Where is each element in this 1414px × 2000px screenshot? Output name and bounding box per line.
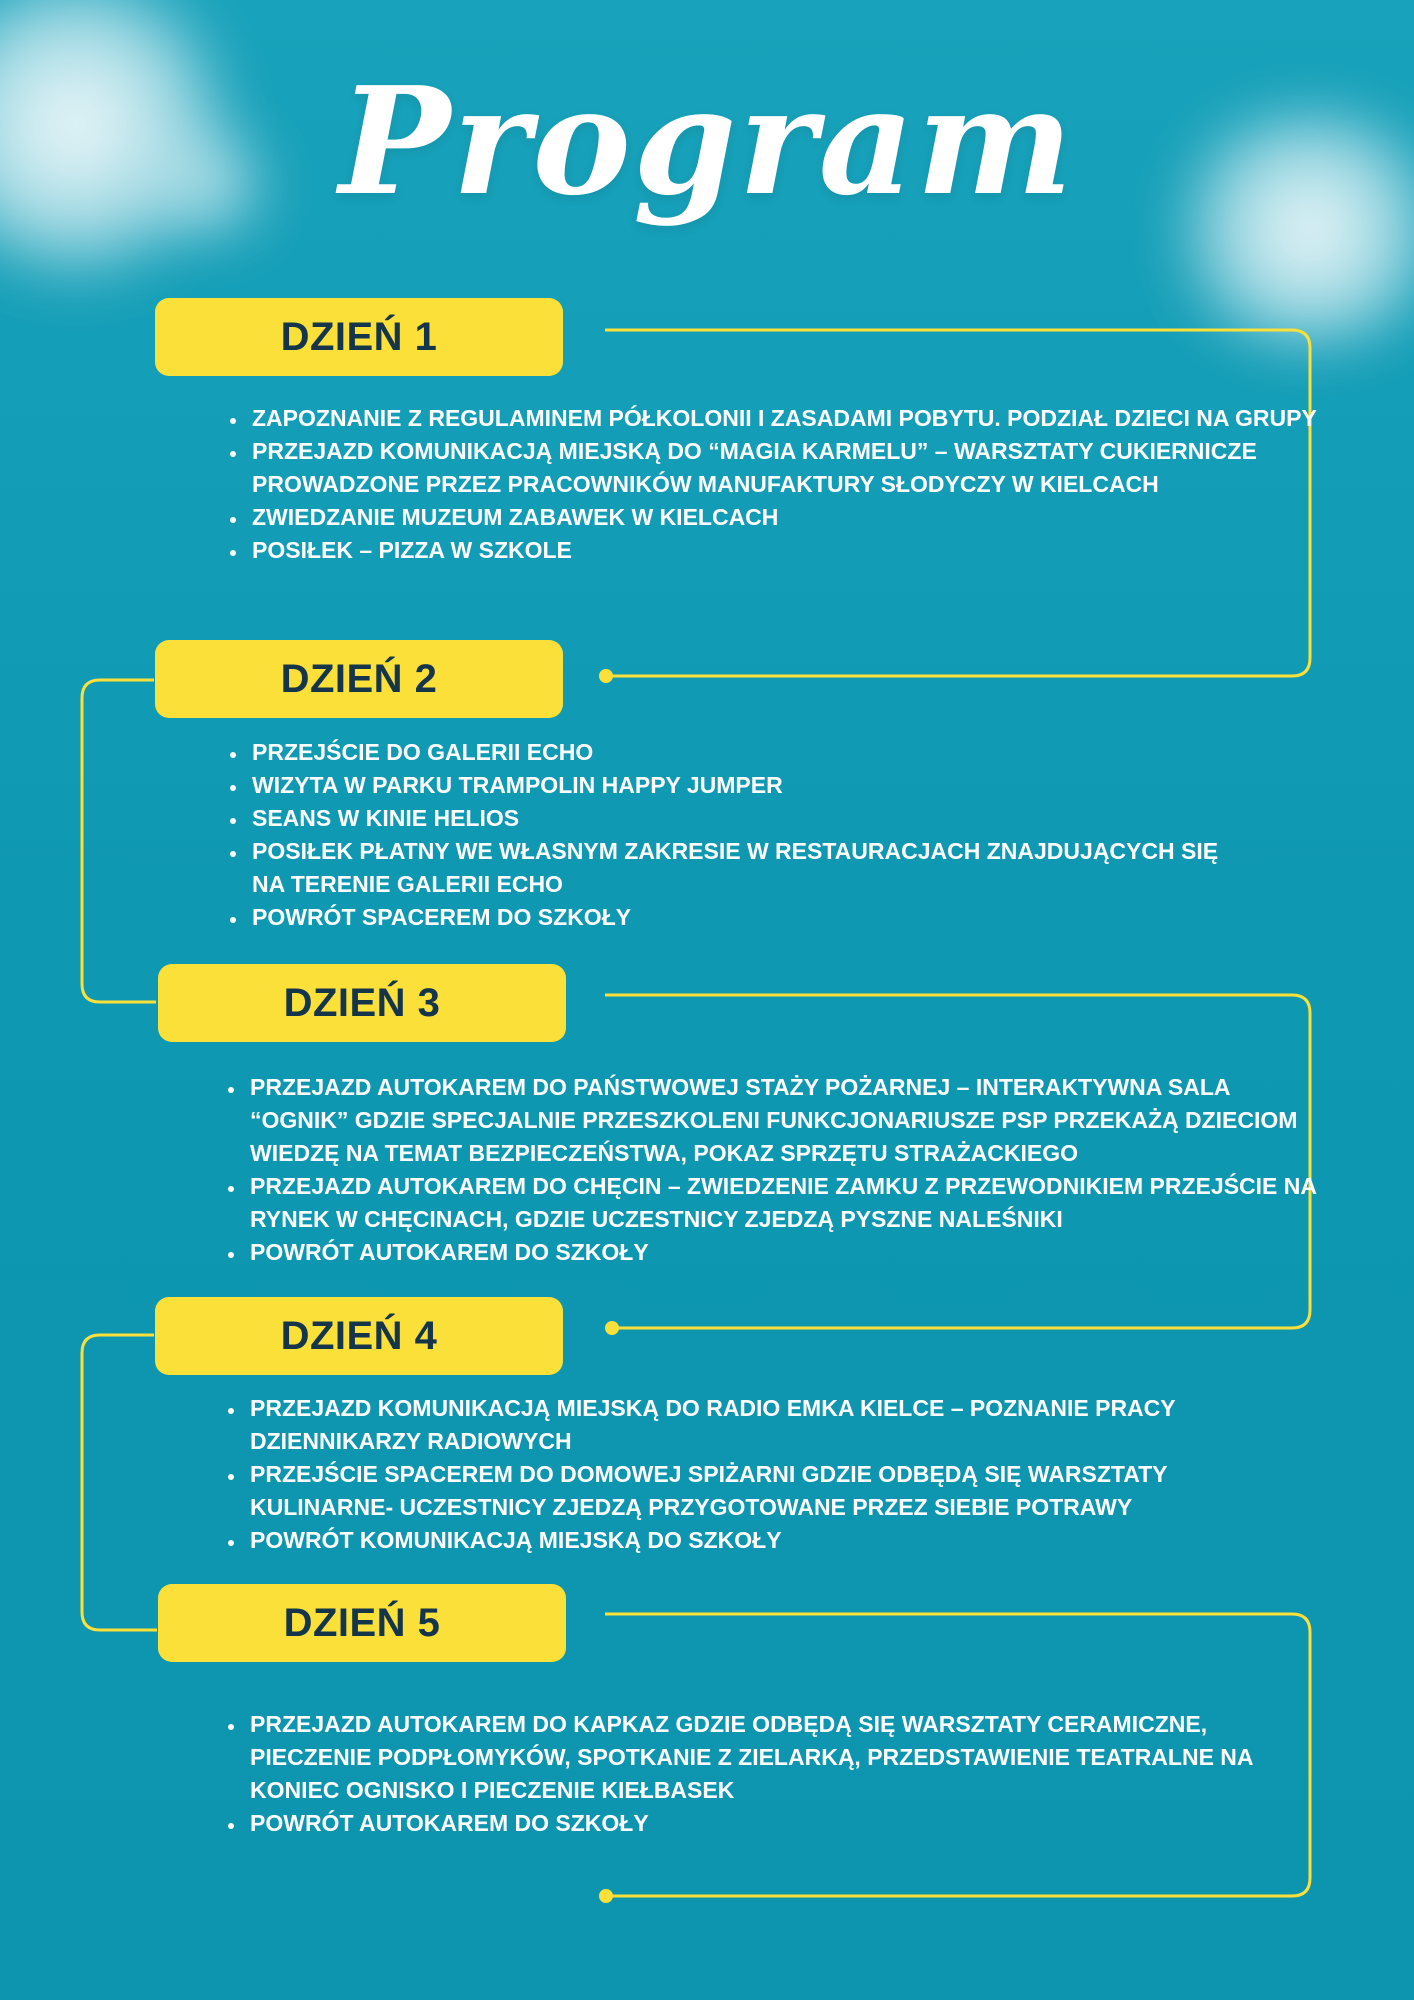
day-1-badge [155,298,563,376]
day-2-label: DZIEŃ 2 [280,656,438,701]
day-4-list [218,1392,1246,1557]
list-item: • PRZEJAZD AUTOKAREM DO PAŃSTWOWEJ STAŻY POŻARNEJ – INTERAKTYWNA SALA “OGNIK” GDZIE SPECJALNIE PRZESZKOLENI FUNKCJONARIUSZE PSP PRZEKAŻĄ DZIECIOM WIEDZĘ NA TEMAT BEZPIECZEŃSTWA, POKAZ SPRZĘTU STRAŻACKIEGO [246,1071,1326,1170]
list-item: • SEANS W KINIE HELIOS [248,802,1248,835]
list-item: • PRZEJAZD KOMUNIKACJĄ MIEJSKĄ DO “MAGIA KARMELU” – WARSZTATY CUKIERNICZE PROWADZONE PRZEZ PRACOWNIKÓW MANUFAKTURY SŁODYCZY W KIELCACH [248,435,1328,501]
list-item: • PRZEJAZD AUTOKAREM DO KAPKAZ GDZIE ODBĘDĄ SIĘ WARSZTATY CERAMICZNE, PIECZENIE PODPŁOMYKÓW, SPOTKANIE Z ZIELARKĄ, PRZEDSTAWIENIE TEATRALNE NA KONIEC OGNISKO I PIECZENIE KIEŁBASEK [246,1708,1306,1807]
day-1-label: DZIEŃ 1 [280,314,438,359]
day-4-label: DZIEŃ 4 [280,1313,438,1358]
day-3-label: DZIEŃ 3 [283,980,441,1025]
day-5-list [218,1708,1306,1840]
list-item: • WIZYTA W PARKU TRAMPOLIN HAPPY JUMPER [248,769,1248,802]
list-item: • POWRÓT SPACEREM DO SZKOŁY [248,901,1248,934]
day-3-badge [158,964,566,1042]
list-item: • ZWIEDZANIE MUZEUM ZABAWEK W KIELCACH [248,501,1328,534]
list-item: • POSIŁEK PŁATNY WE WŁASNYM ZAKRESIE W RESTAURACJACH ZNAJDUJĄCYCH SIĘ NA TERENIE GALERII ECHO [248,835,1248,901]
day-2-list [220,736,1248,934]
list-item: • POWRÓT KOMUNIKACJĄ MIEJSKĄ DO SZKOŁY [246,1524,1246,1557]
day-2-badge [155,640,563,718]
list-item: • ZAPOZNANIE Z REGULAMINEM PÓŁKOLONII I ZASADAMI POBYTU. PODZIAŁ DZIECI NA GRUPY [248,402,1328,435]
day-4-badge [155,1297,563,1375]
list-item: • POWRÓT AUTOKAREM DO SZKOŁY [246,1807,1306,1840]
day-1-list [220,402,1328,567]
day-5-badge [158,1584,566,1662]
list-item: • PRZEJŚCIE SPACEREM DO DOMOWEJ SPIŻARNI GDZIE ODBĘDĄ SIĘ WARSZTATY KULINARNE- UCZESTNICY ZJEDZĄ PRZYGOTOWANE PRZEZ SIEBIE POTRAWY [246,1458,1246,1524]
list-item: • PRZEJŚCIE DO GALERII ECHO [248,736,1248,769]
list-item: • POWRÓT AUTOKAREM DO SZKOŁY [246,1236,1326,1269]
list-item: • PRZEJAZD KOMUNIKACJĄ MIEJSKĄ DO RADIO EMKA KIELCE – POZNANIE PRACY DZIENNIKARZY RADIOWYCH [246,1392,1246,1458]
list-item: • PRZEJAZD AUTOKAREM DO CHĘCIN – ZWIEDZENIE ZAMKU Z PRZEWODNIKIEM PRZEJŚCIE NA RYNEK W CHĘCINACH, GDZIE UCZESTNICY ZJEDZĄ PYSZNE NALEŚNIKI [246,1170,1326,1236]
list-item: • POSIŁEK – PIZZA W SZKOLE [248,534,1328,567]
day-3-list [218,1071,1326,1269]
page-title: Program [339,54,1075,228]
day-5-label: DZIEŃ 5 [283,1600,441,1645]
